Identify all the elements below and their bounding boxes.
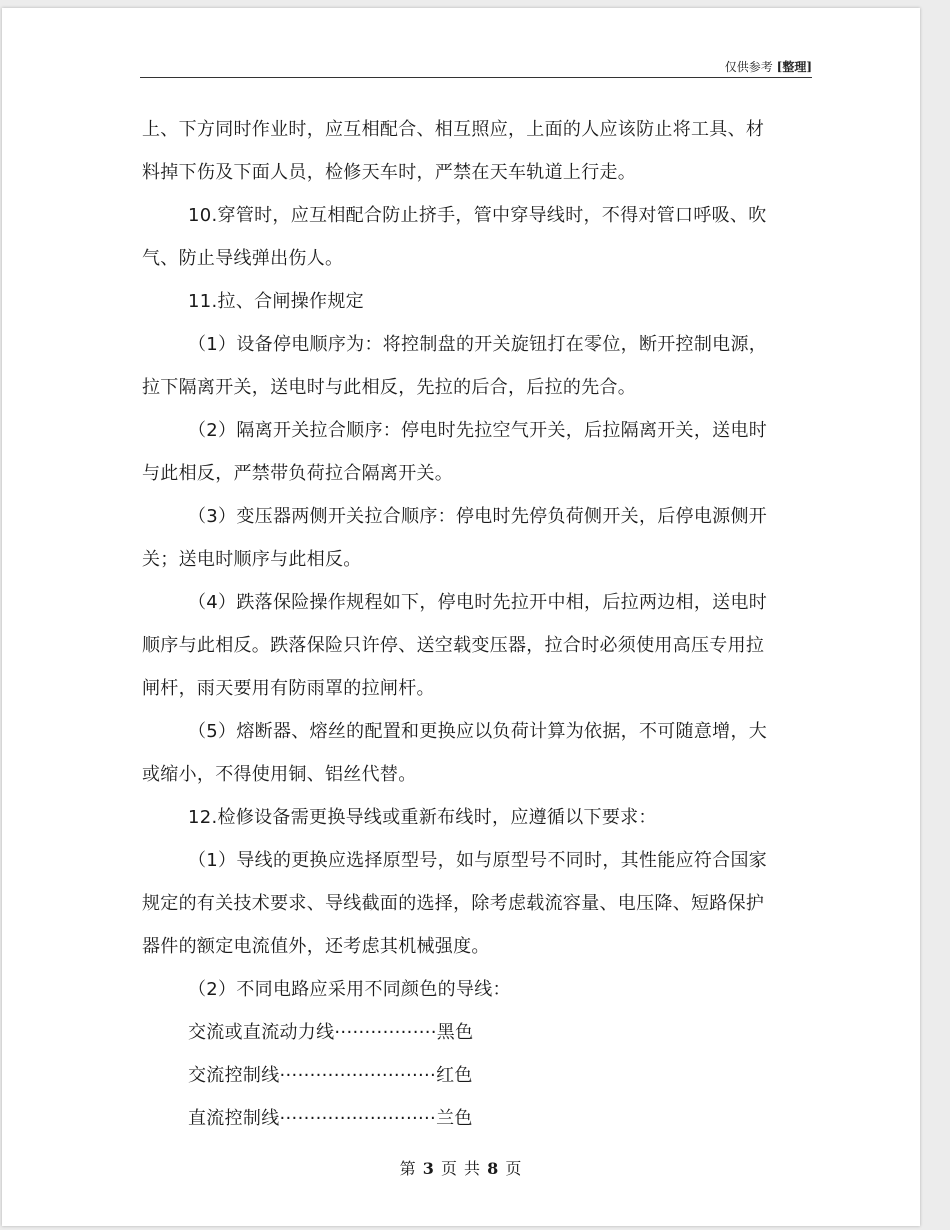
wire-color: 黑色 [436,1022,474,1043]
paragraph: 上、下方同时作业时，应互相配合、相互照应，上面的人应该防止将工具、材料掉下伤及下面人员，检修天车时，严禁在天车轨道上行走。 [142,119,765,183]
page-footer [2,1156,920,1179]
color-list-item [142,1097,772,1140]
leader-dots: ·························· [279,1108,437,1129]
wire-type-label: 交流或直流动力线 [188,1022,335,1043]
header-text: 仅供参考 [724,60,773,74]
document-page [2,8,920,1226]
paragraph: （4）跌落保险操作规程如下，停电时先拉开中相，后拉两边相，送电时顺序与此相反。跌落保险只许停、送空载变压器，拉合时必须使用高压专用拉闸杆，雨天要用有防雨罩的拉闸杆。 [142,592,768,699]
page-header [140,58,812,78]
header-divider [140,77,812,78]
color-list-item [142,1011,772,1054]
paragraph: （3）变压器两侧开关拉合顺序：停电时先停负荷侧开关，后停电源侧开关；送电时顺序与此相反。 [142,506,768,570]
paragraph: （2）隔离开关拉合顺序：停电时先拉空气开关，后拉隔离开关，送电时与此相反，严禁带负荷拉合隔离开关。 [142,420,768,484]
paragraph: （1）导线的更换应选择原型号，如与原型号不同时，其性能应符合国家规定的有关技术要求、导线截面的选择，除考虑载流容量、电压降、短路保护器件的额定电流值外，还考虑其机械强度。 [142,850,768,957]
color-list-item [142,1054,772,1097]
paragraph: （5）熔断器、熔丝的配置和更换应以负荷计算为依据，不可随意增，大或缩小，不得使用铜、铝丝代替。 [142,721,768,785]
footer-suffix: 页 [505,1159,523,1178]
paragraph: （1）设备停电顺序为：将控制盘的开关旋钮打在零位，断开控制电源，拉下隔离开关，送电时与此相反，先拉的后合，后拉的先合。 [142,334,768,398]
header-tag: [整理] [776,60,812,74]
wire-type-label: 交流控制线 [188,1065,280,1086]
wire-type-label: 直流控制线 [188,1108,280,1129]
current-page-number: 3 [422,1159,435,1178]
paragraph: 12.检修设备需更换导线或重新布线时，应遵循以下要求： [188,807,657,828]
paragraph: （2）不同电路应采用不同颜色的导线： [188,979,511,1000]
total-page-number: 8 [487,1159,500,1178]
footer-prefix: 第 [399,1159,417,1178]
wire-color: 红色 [436,1065,473,1086]
document-body [142,108,772,1140]
leader-dots: ·························· [279,1065,437,1086]
wire-color: 兰色 [436,1108,473,1129]
footer-mid: 页 共 [440,1159,482,1178]
paragraph: 10.穿管时，应互相配合防止挤手，管中穿导线时，不得对管口呼吸、吹气、防止导线弹出伤人。 [142,205,767,269]
leader-dots: ················· [334,1022,437,1043]
paragraph: 11.拉、合闸操作规定 [188,291,364,312]
